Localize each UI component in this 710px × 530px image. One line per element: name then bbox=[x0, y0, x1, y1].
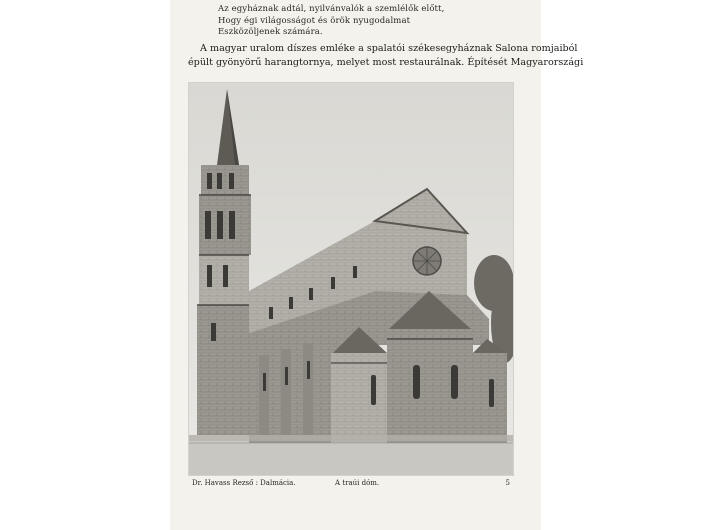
poem-line: Az egyháznak adtál, nyilvánvalók a szemlélők előtt, bbox=[218, 4, 445, 14]
cathedral-engraving bbox=[189, 83, 513, 475]
paragraph-line: épült gyönyörű harangtornya, melyet most restaurálnak. Építését Magyarországi bbox=[188, 57, 584, 68]
paragraph-line: A magyar uralom díszes emléke a spalatói székesegyháznak Salona romjaiból bbox=[200, 43, 578, 54]
plate-caption: A traúi dóm. bbox=[335, 479, 380, 487]
page-number: 5 bbox=[505, 479, 510, 487]
footer-author: Dr. Havass Rezső : Dalmácia. bbox=[192, 479, 296, 487]
right-apse bbox=[473, 339, 507, 443]
cathedral-illustration bbox=[188, 82, 514, 476]
poem-line: Eszközöljenek számára. bbox=[218, 27, 323, 37]
book-page bbox=[170, 0, 584, 530]
poem-excerpt bbox=[218, 4, 444, 39]
poem-line: Hogy égi világosságot és örök nyugodalmat bbox=[218, 15, 411, 26]
body-paragraph bbox=[188, 42, 584, 70]
